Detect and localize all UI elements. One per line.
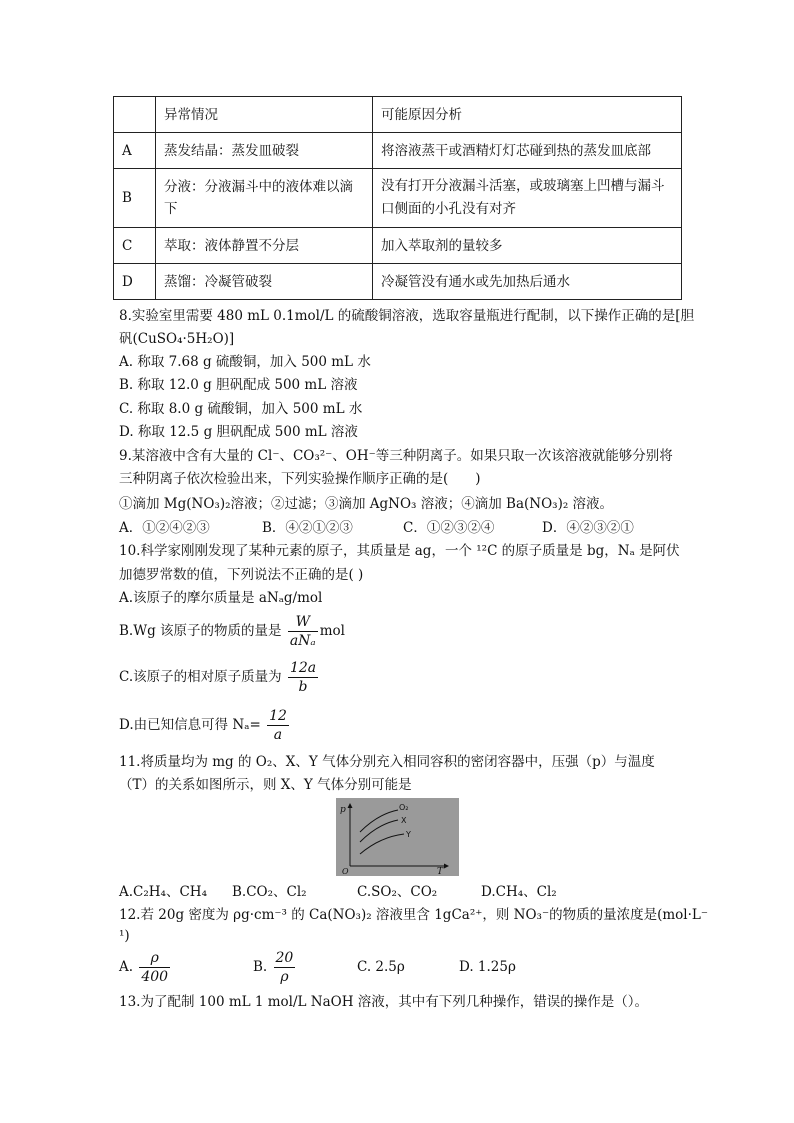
q11-option-d: D.CH₄、Cl₂ [481,884,557,900]
q13-stem: 13.为了配制 100 mL 1 mol/L NaOH 溶液，其中有下列几种操作，错误的操作是（）。 [119,994,649,1010]
y-axis-label: p [340,805,346,815]
row-reason: 冷凝管没有通水或先加热后通水 [373,264,682,300]
q9-operations: ①滴加 Mg(NO₃)₂溶液；②过滤；③滴加 AgNO₃ 溶液；④滴加 Ba(NO₃)₂ 溶液。 [119,496,614,512]
q10-option-c-fraction [288,659,318,696]
origin-label: O [342,867,349,876]
table-row [114,169,682,228]
row-label: C [114,228,156,264]
q12-option-a-fraction [139,949,170,986]
row-situation: 蒸发结晶：蒸发皿破裂 [156,133,373,169]
q12-option-b-label: B. [253,959,268,975]
q12-option-c: C. 2.5ρ [357,959,405,975]
q10-option-b-fraction [288,613,318,650]
q11-option-a: A.C₂H₄、CH₄ [119,884,207,900]
q10-option-b-text: B.Wg 该原子的物质的量是 [119,623,282,639]
q9-option-d: D．④②③②① [542,520,634,536]
q10-stem-line1: 10.科学家刚刚发现了某种元素的原子，其质量是 ag，一个 ¹²C 的原子质量是 bg，Nₐ 是阿伏 [119,543,680,559]
q12-option-d: D. 1.25ρ [459,959,516,975]
table-row [114,133,682,169]
q8-option-c: C. 称取 8.0 g 硫酸铜，加入 500 mL 水 [119,401,363,417]
x-axis-label: T [437,867,444,876]
fraction-denominator-text: aNₐ [289,633,316,649]
pressure-temperature-graph [336,798,459,876]
table-row [114,264,682,300]
q11-stem-line1: 11.将质量均为 mg 的 O₂、X、Y 气体分别充入相同容积的密闭容器中，压强（p）与温度 [119,754,655,770]
y-axis-arrow [348,803,353,808]
curve-x [360,820,398,842]
q8-option-d: D. 称取 12.5 g 胆矾配成 500 mL 溶液 [119,424,358,440]
fraction-denominator [288,631,318,650]
q12-stem-line2: ¹) [119,928,130,944]
table-header-cell: 异常情况 [156,97,373,133]
table-row [114,228,682,264]
graph-svg [336,798,459,876]
fraction-numerator: 12 [269,708,287,724]
q9-option-a: A．①②④②③ [119,520,210,536]
q9-option-c: C．①②③②④ [403,520,495,536]
q8-stem-line1: 8.实验室里需要 480 mL 0.1mol/L 的硫酸铜溶液，选取容量瓶进行配制，以下操作正确的是[胆 [119,308,695,324]
q10-option-b [119,612,345,650]
q11-stem-line2: （T）的关系如图所示，则 X、Y 气体分别可能是 [119,777,412,793]
q12-option-a [119,947,172,987]
curve-label-x: X [401,816,407,825]
fraction-numerator: W [295,614,310,630]
fraction-denominator: ρ [274,967,296,986]
q8-option-b: B. 称取 12.0 g 胆矾配成 500 mL 溶液 [119,377,358,393]
q10-option-a: A.该原子的摩尔质量是 aNₐg/mol [119,590,323,606]
q10-option-d-text: D.由已知信息可得 Nₐ= [119,717,261,733]
row-label: D [114,264,156,300]
q10-option-c [119,658,320,696]
q12-option-b-fraction [274,949,296,986]
fraction-numerator: 12a [289,660,317,676]
x-axis-arrow [444,864,449,869]
q12-option-b [253,947,297,987]
q10-option-b-unit: mol [319,623,345,639]
table-header-cell: 可能原因分析 [373,97,682,133]
fraction-denominator: a [267,725,289,744]
q10-option-c-text: C.该原子的相对原子质量为 [119,669,282,685]
q9-option-b: B．④②①②③ [262,520,353,536]
q10-option-d [119,706,291,744]
q8-stem-line2: 矾(CuSO₄·5H₂O)] [119,331,235,347]
q9-stem-line1: 9.某溶液中含有大量的 Cl⁻、CO₃²⁻、OH⁻等三种阴离子。如果只取一次该溶液就能够分别将 [119,448,673,464]
anomaly-table [113,96,682,300]
q9-stem-line2: 三种阴离子依次检验出来，下列实验操作顺序正确的是( ) [119,471,481,487]
table-header-row [114,97,682,133]
row-reason: 没有打开分液漏斗活塞，或玻璃塞上凹槽与漏斗口侧面的小孔没有对齐 [373,169,682,228]
q11-option-c: C.SO₂、CO₂ [357,884,438,900]
q10-stem-line2: 加德罗常数的值，下列说法不正确的是( ) [119,567,364,583]
row-reason: 加入萃取剂的量较多 [373,228,682,264]
q11-option-b: B.CO₂、Cl₂ [232,884,307,900]
fraction-numerator: 20 [275,950,294,966]
q12-option-a-label: A. [119,959,134,975]
row-label: A [114,133,156,169]
curve-label-y: Y [406,830,411,839]
fraction-denominator: 400 [141,969,169,985]
row-reason: 将溶液蒸干或酒精灯灯芯碰到热的蒸发皿底部 [373,133,682,169]
q12-stem-line1: 12.若 20g 密度为 ρg·cm⁻³ 的 Ca(NO₃)₂ 溶液里含 1gCa²⁺，则 NO₃⁻的物质的量浓度是(mol·L⁻ [119,907,708,923]
fraction-denominator: b [288,677,318,696]
q10-option-d-fraction [267,707,289,744]
row-situation: 分液：分液漏斗中的液体难以滴下 [156,169,373,228]
table-header-cell [114,97,156,133]
q8-option-a: A. 称取 7.68 g 硫酸铜，加入 500 mL 水 [119,354,371,370]
row-situation: 蒸馏：冷凝管破裂 [156,264,373,300]
fraction-numerator: ρ [150,950,159,966]
row-situation: 萃取：液体静置不分层 [156,228,373,264]
row-label: B [114,169,156,228]
curve-y [360,834,404,854]
curve-label-o2: O₂ [399,803,409,812]
